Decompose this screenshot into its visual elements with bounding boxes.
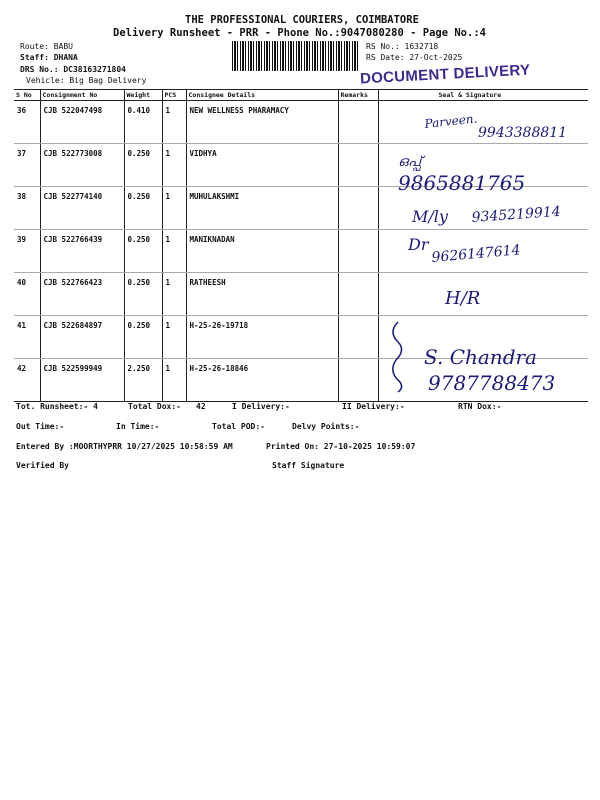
row-pcs: 1 [162, 144, 186, 187]
row-signature [378, 144, 588, 187]
signature-39-name: Dr [408, 235, 429, 254]
row-weight: 0.250 [124, 316, 162, 359]
row-weight: 0.250 [124, 230, 162, 273]
row-signature [378, 101, 588, 144]
row-signature [378, 359, 588, 402]
row-weight: 0.250 [124, 273, 162, 316]
table-row [14, 187, 588, 230]
runsheet-subtitle: Delivery Runsheet - PRR - Phone No.:9047080280 - Page No.:4 [113, 27, 486, 39]
total-dox-value: 42 [196, 402, 206, 411]
delvy-points: Delvy Points:- [292, 422, 360, 431]
signature-39-phone: 9626147614 [430, 242, 522, 266]
rs-number: RS No.: 1632718 [366, 42, 439, 51]
table-row [14, 144, 588, 187]
col-remarks: Remarks [338, 90, 378, 101]
row-consignment: CJB 522773008 [40, 144, 124, 187]
col-consignment: Consignment No [40, 90, 124, 101]
row-consignee: MUHULAKSHMI [186, 187, 338, 230]
col-consignee: Consignee Details [186, 90, 338, 101]
in-time: In Time:- [116, 422, 160, 431]
signature-37-phone: 9865881765 [398, 171, 526, 195]
row-consignee: RATHEESH [186, 273, 338, 316]
row-pcs: 1 [162, 187, 186, 230]
row-sno: 41 [14, 316, 40, 359]
row-sno: 40 [14, 273, 40, 316]
row-remarks [338, 187, 378, 230]
row-pcs: 1 [162, 359, 186, 402]
entered-by: Entered By :MOORTHYPRR 10/27/2025 10:58:59 AM [16, 442, 233, 451]
row-remarks [338, 101, 378, 144]
runsheet-table [14, 89, 588, 402]
row-consignee: NEW WELLNESS PHARAMACY [186, 101, 338, 144]
signature-37-name: ഒപ്പ് [398, 154, 422, 170]
row-consignee: VIDHYA [186, 144, 338, 187]
row-weight: 0.410 [124, 101, 162, 144]
route-label: Route: BABU [20, 42, 73, 51]
table-row [14, 101, 588, 144]
signature-41-name: S. Chandra [424, 345, 537, 369]
row-consignee: H-25-26-18846 [186, 359, 338, 402]
signature-38-phone: 9345219914 [471, 203, 562, 226]
signature-40-hr: H/R [445, 288, 481, 309]
document-delivery-stamp: DOCUMENT DELIVERY [359, 61, 531, 88]
row-remarks [338, 230, 378, 273]
row-consignment: CJB 522774140 [40, 187, 124, 230]
col-pcs: PCS [162, 90, 186, 101]
company-title: THE PROFESSIONAL COURIERS, COIMBATORE [185, 14, 419, 26]
table-row [14, 316, 588, 359]
verified-by: Verified By [16, 461, 69, 470]
col-sno: S No [14, 90, 40, 101]
row-consignment: CJB 522766423 [40, 273, 124, 316]
row-consignee: MANIKNADAN [186, 230, 338, 273]
col-weight: Weight [124, 90, 162, 101]
row-weight: 0.250 [124, 144, 162, 187]
row-signature [378, 230, 588, 273]
signature-38-name: M/ly [412, 207, 448, 226]
drs-number: DRS No.: DC38163271804 [20, 65, 126, 74]
row-consignment: CJB 522599949 [40, 359, 124, 402]
barcode-icon [232, 41, 360, 71]
tot-runsheet: Tot. Runsheet:- 4 [16, 402, 98, 411]
table-row [14, 273, 588, 316]
row-pcs: 1 [162, 316, 186, 359]
row-pcs: 1 [162, 273, 186, 316]
total-pod: Total POD:- [212, 422, 265, 431]
rs-date: RS Date: 27-Oct-2025 [366, 53, 463, 62]
vehicle-label: Vehicle: Big Bag Delivery [26, 76, 147, 85]
total-dox-label: Total Dox:- [128, 402, 181, 411]
staff-label: Staff: DHANA [20, 53, 78, 62]
row-weight: 0.250 [124, 187, 162, 230]
table-row [14, 230, 588, 273]
row-consignee: H-25-26-19718 [186, 316, 338, 359]
row-consignment: CJB 522684897 [40, 316, 124, 359]
signature-36-name: Parveen. [423, 111, 478, 131]
signature-41-phone: 9787788473 [428, 371, 556, 395]
staff-signature: Staff Signature [272, 461, 345, 470]
row-remarks [338, 273, 378, 316]
row-sno: 36 [14, 101, 40, 144]
row-pcs: 1 [162, 101, 186, 144]
signature-36-phone: 9943388811 [478, 125, 568, 141]
row-consignment: CJB 522047498 [40, 101, 124, 144]
col-signature: Seal & Signature [378, 90, 588, 101]
row-sno: 38 [14, 187, 40, 230]
row-remarks [338, 359, 378, 402]
row-sno: 37 [14, 144, 40, 187]
out-time: Out Time:- [16, 422, 65, 431]
ii-delivery: II Delivery:- [342, 402, 405, 411]
row-signature [378, 273, 588, 316]
table-row [14, 359, 588, 402]
row-sno: 39 [14, 230, 40, 273]
row-remarks [338, 316, 378, 359]
row-sno: 42 [14, 359, 40, 402]
row-remarks [338, 144, 378, 187]
row-consignment: CJB 522766439 [40, 230, 124, 273]
printed-on: Printed On: 27-10-2025 10:59:07 [266, 442, 416, 451]
row-signature [378, 187, 588, 230]
row-pcs: 1 [162, 230, 186, 273]
table-header-row [14, 90, 588, 101]
row-signature [378, 316, 588, 359]
rtn-dox: RTN Dox:- [458, 402, 502, 411]
i-delivery: I Delivery:- [232, 402, 290, 411]
row-weight: 2.250 [124, 359, 162, 402]
